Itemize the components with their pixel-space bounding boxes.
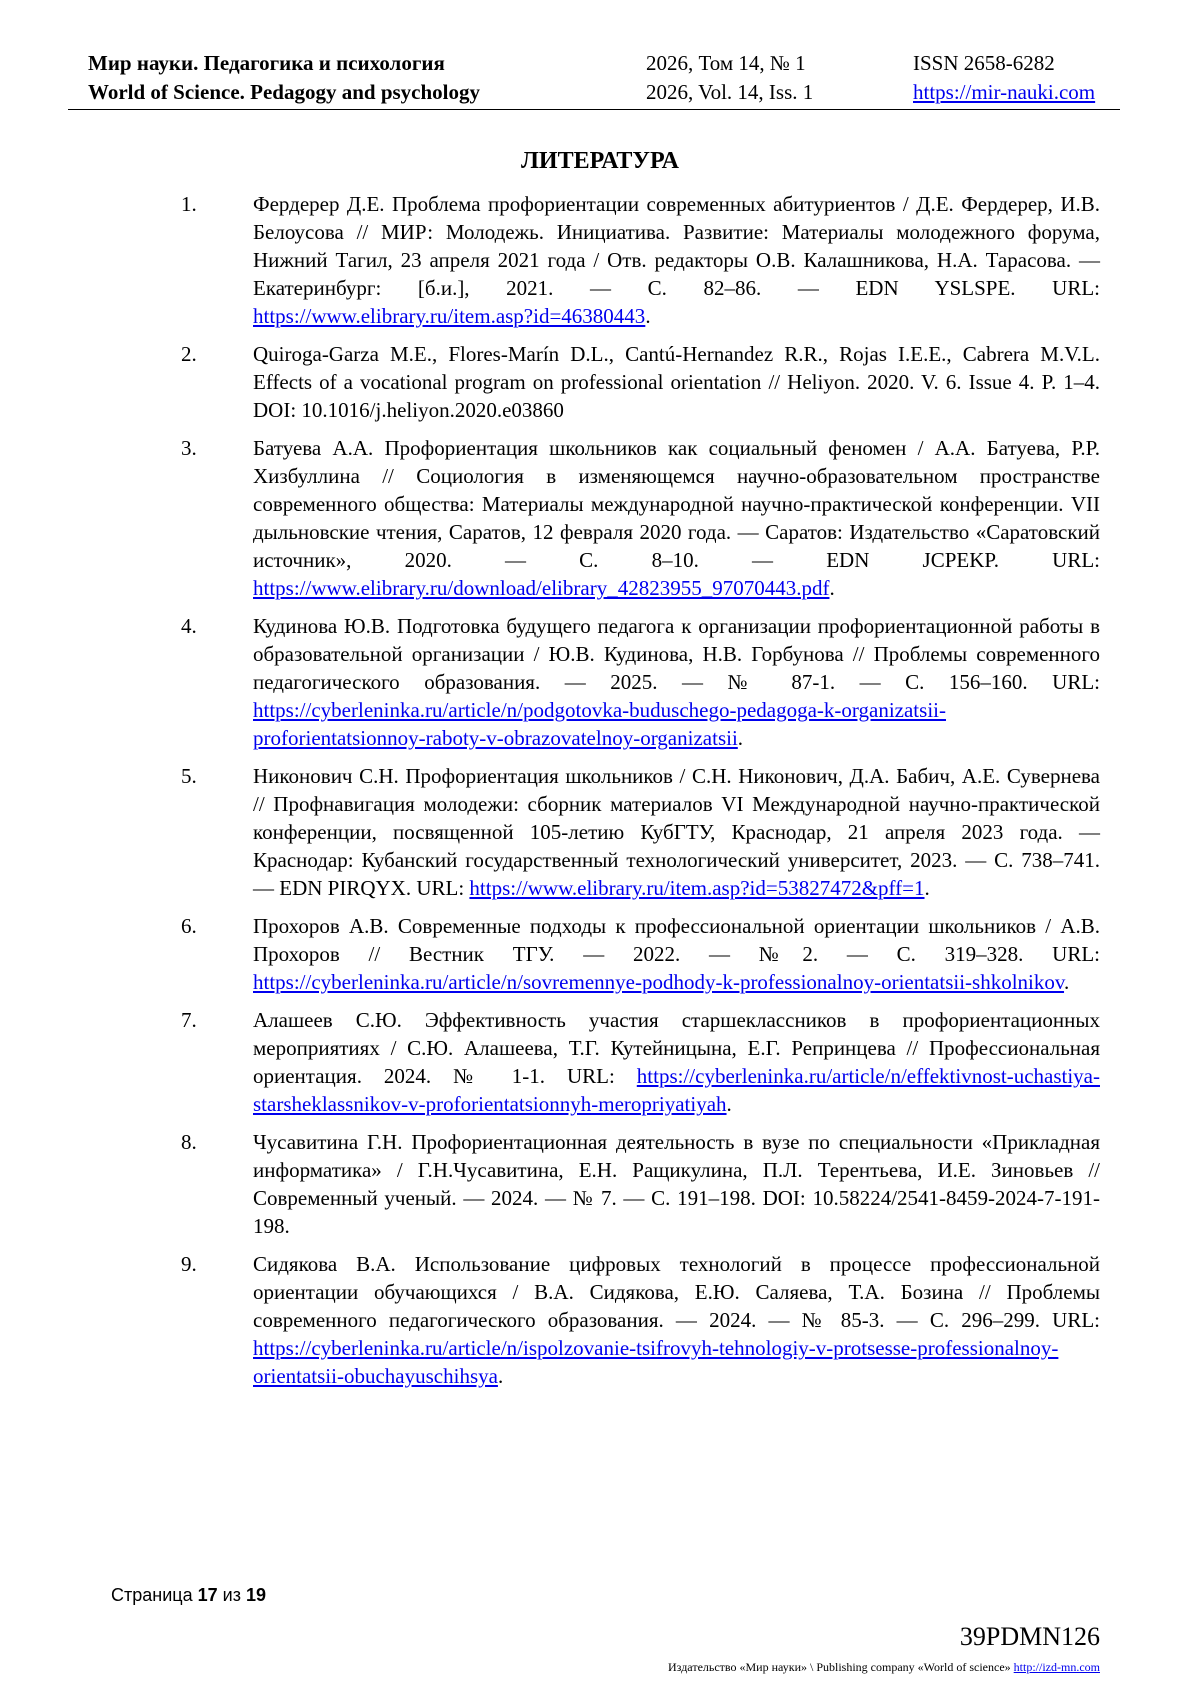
reference-item	[0, 190, 1200, 330]
references-list	[0, 190, 1200, 1400]
publisher-link[interactable]: http://izd-mn.com	[1013, 1660, 1100, 1674]
issue-block	[646, 49, 813, 107]
reference-text	[253, 1128, 1100, 1240]
reference-number: 3.	[181, 436, 197, 460]
reference-body: Батуева А.А. Профориентация школьников как социальный феномен / А.А. Батуева, Р.Р. Хизбуллина // Социология в изменяющемся научно-образовательном пространстве современного общества: Материалы международной научно-практической конференции. VII дыльновские чтения, Саратов, 12 февраля 2020 года. — Саратов: Издательство «Саратовский источник», 2020. — С. 8–10. — EDN JCPEKP. URL:	[253, 436, 1100, 572]
reference-tail: .	[497, 1364, 504, 1388]
reference-link[interactable]: https://cyberleninka.ru/article/n/ispolzovanie-tsifrovyh-tehnologiy-v-protsesse-professionalnoy-orientatsii-obuchayuschihsya	[253, 1336, 1059, 1388]
journal-title-en: World of Science. Pedagogy and psychology	[88, 80, 481, 104]
reference-body: Фердерер Д.Е. Проблема профориентации современных абитуриентов / Д.Е. Фердерер, И.В. Белоусова // МИР: Молодежь. Инициатива. Развитие: Материалы молодежного форума, Нижний Тагил, 23 апреля 2021 года / Отв. редакторы О.В. Калашникова, Н.А. Тарасова. — Екатеринбург: [б.и.], 2021. — С. 82–86. — EDN YSLSPE. URL:	[253, 192, 1100, 300]
reference-item	[0, 1006, 1200, 1118]
reference-text	[253, 434, 1100, 602]
reference-item	[0, 340, 1200, 424]
reference-number: 1.	[181, 192, 197, 216]
journal-title-ru: Мир науки. Педагогика и психология	[88, 51, 445, 75]
reference-body: Чусавитина Г.Н. Профориентационная деятельность в вузе по специальности «Прикладная информатика» / Г.Н.Чусавитина, Е.Н. Ращикулина, П.Л. Терентьева, И.Е. Зиновьев // Современный ученый. — 2024. — № 7. — С. 191–198. DOI: 10.58224/2541-8459-2024-7-191-198.	[253, 1130, 1100, 1238]
reference-item	[0, 612, 1200, 752]
article-code: 39PDMN126	[959, 1622, 1100, 1651]
reference-body: Алашеев С.Ю. Эффективность участия старшеклассников в профориентационных мероприятиях / С.Ю. Алашеева, Т.Г. Кутейницына, Е.Г. Репринцева // Профессиональная ориентация. 2024. № 1-1. URL:	[253, 1008, 1100, 1088]
reference-number: 2.	[181, 342, 197, 366]
reference-link[interactable]: https://www.elibrary.ru/item.asp?id=53827472&pff=1	[469, 876, 925, 900]
reference-text	[253, 190, 1100, 330]
page-of: из	[222, 1585, 241, 1605]
issue-ru: 2026, Том 14, № 1	[646, 51, 806, 75]
reference-link[interactable]: https://www.elibrary.ru/download/elibrary_42823955_97070443.pdf	[253, 576, 830, 600]
section-title: ЛИТЕРАТУРА	[521, 148, 679, 174]
reference-number: 6.	[181, 914, 197, 938]
reference-body: Сидякова В.А. Использование цифровых технологий в процессе профессиональной ориентации обучающихся / В.А. Сидякова, Е.Ю. Саляева, Т.А. Бозина // Проблемы современного педагогического образования. — 2024. — № 85-3. — С. 296–299. URL:	[253, 1252, 1100, 1332]
journal-title-block	[88, 49, 480, 107]
page-total: 19	[245, 1585, 267, 1605]
reference-link[interactable]: https://cyberleninka.ru/article/n/effektivnost-uchastiya-starsheklassnikov-v-proforientatsionnyh-meropriyatiyah	[253, 1064, 1100, 1116]
reference-number: 8.	[181, 1130, 197, 1154]
reference-number: 7.	[181, 1008, 197, 1032]
publisher-line	[668, 1660, 1100, 1675]
reference-text	[253, 1250, 1100, 1390]
page-current: 17	[197, 1585, 218, 1605]
reference-body: Никонович С.Н. Профориентация школьников / С.Н. Никонович, Д.А. Бабич, А.Е. Сувернева // Профнавигация молодежи: сборник материалов VI Международной научно-практической конференции, посвященной 105-летию КубГТУ, Краснодар, 21 апреля 2023 года. — Краснодар: Кубанский государственный технологический университет, 2023. — С. 738–741. — EDN PIRQYX. URL:	[253, 764, 1100, 900]
issn-block	[913, 49, 1095, 107]
reference-number: 4.	[181, 614, 197, 638]
reference-link[interactable]: https://cyberleninka.ru/article/n/sovremennye-podhody-k-professionalnoy-orientatsii-shkolnikov	[253, 970, 1065, 994]
reference-tail: .	[645, 304, 651, 328]
reference-text	[253, 612, 1100, 752]
page-label: Страница	[111, 1585, 193, 1605]
reference-text	[253, 762, 1100, 902]
reference-item	[0, 1250, 1200, 1390]
publisher-text: Издательство «Мир науки» \ Publishing company «World of science»	[668, 1660, 1014, 1674]
reference-body: Кудинова Ю.В. Подготовка будущего педагога к организации профориентационной работы в образовательной организации / Ю.В. Кудинова, Н.В. Горбунова // Проблемы современного педагогического образования. — 2025. — № 87-1. — С. 156–160. URL:	[253, 614, 1100, 694]
reference-link[interactable]: https://www.elibrary.ru/item.asp?id=46380443	[253, 304, 646, 328]
reference-item	[0, 912, 1200, 996]
reference-tail: .	[829, 576, 835, 600]
issue-en: 2026, Vol. 14, Iss. 1	[646, 80, 814, 104]
reference-link[interactable]: https://cyberleninka.ru/article/n/podgotovka-buduschego-pedagoga-k-organizatsii-proforientatsionnoy-raboty-v-obrazovatelnoy-organizatsii	[253, 698, 946, 750]
reference-number: 5.	[181, 764, 197, 788]
page-header	[68, 49, 1120, 110]
reference-item	[0, 762, 1200, 902]
issn: ISSN 2658-6282	[913, 51, 1055, 75]
reference-body: Прохоров А.В. Современные подходы к профессиональной ориентации школьников / А.В. Прохоров // Вестник ТГУ. — 2022. — №2. — С. 319–328. URL:	[253, 914, 1100, 966]
reference-body: Quiroga-Garza M.E., Flores-Marín D.L., Cantú-Hernandez R.R., Rojas I.E.E., Cabrera M.V.L. Effects of a vocational program on professional orientation // Heliyon. 2020. V. 6. Issue 4. P. 1–4. DOI: 10.1016/j.heliyon.2020.e03860	[253, 342, 1100, 422]
reference-text	[253, 340, 1100, 424]
page-counter	[111, 1585, 266, 1606]
reference-item	[0, 1128, 1200, 1240]
reference-tail: .	[726, 1092, 732, 1116]
reference-text	[253, 1006, 1100, 1118]
reference-number: 9.	[181, 1252, 197, 1276]
reference-tail: .	[924, 876, 930, 900]
reference-tail: .	[737, 726, 744, 750]
journal-site-link[interactable]: https://mir-nauki.com	[913, 80, 1096, 104]
reference-tail: .	[1064, 970, 1070, 994]
reference-item	[0, 434, 1200, 602]
reference-text	[253, 912, 1100, 996]
